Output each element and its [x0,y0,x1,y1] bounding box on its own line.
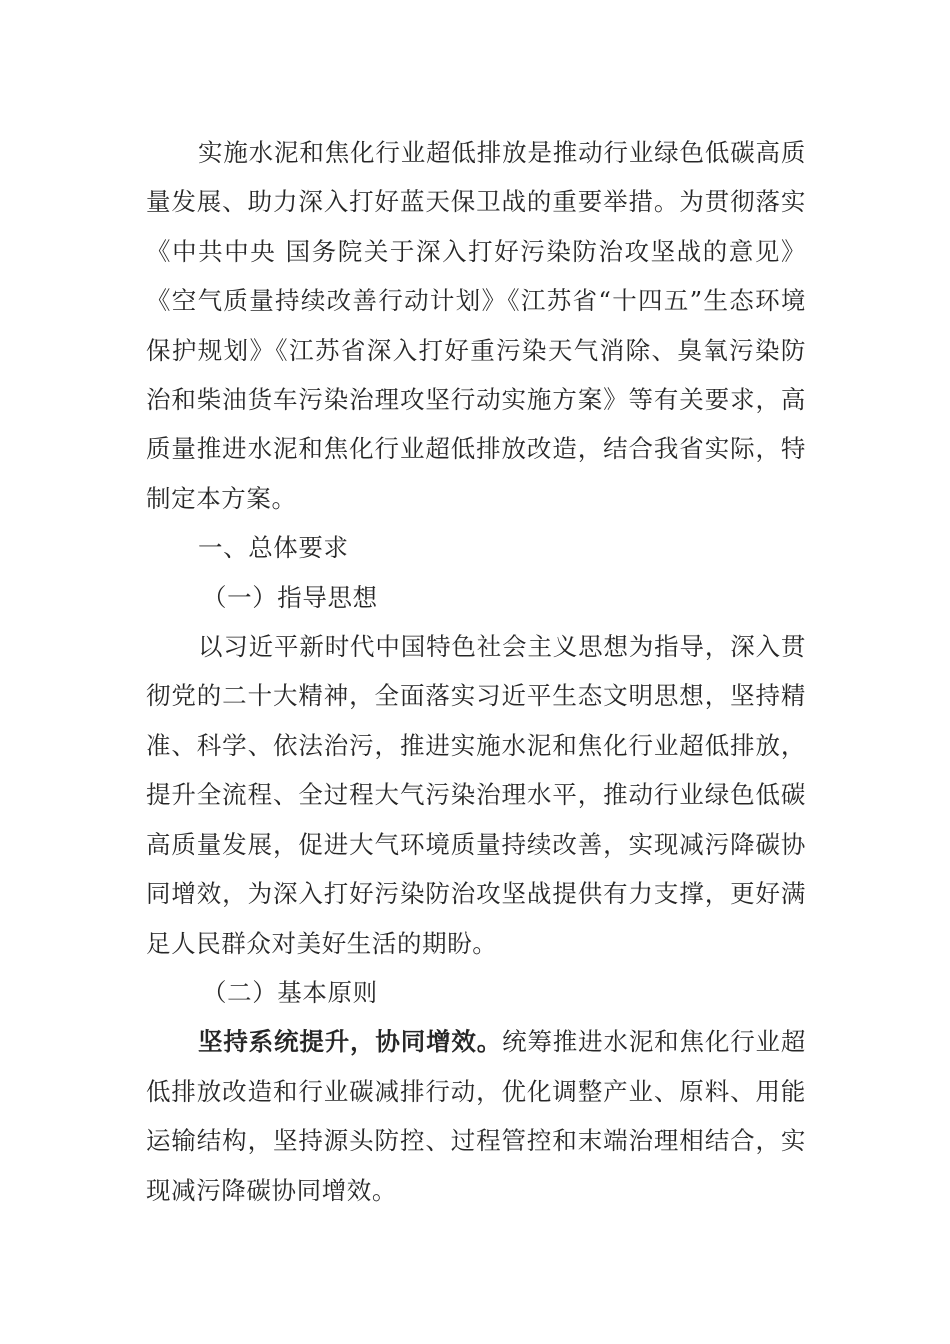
guiding-ideology-paragraph: 以习近平新时代中国特色社会主义思想为指导，深入贯彻党的二十大精神，全面落实习近平生态文明思想，坚持精准、科学、依法治污，推进实施水泥和焦化行业超低排放，提升全流程、全过程大气污染治理水平，推动行业绿色低碳高质量发展，促进大气环境质量持续改善，实现减污降碳协同增效，为深入打好污染防治攻坚战提供有力支撑，更好满足人民群众对美好生活的期盼。 [146,632,806,958]
subsection-heading-guiding-ideology: （一）指导思想 [202,582,378,612]
principle-lead: 坚持系统提升，协同增效。 [198,1027,503,1057]
principle-body: 统筹推进水泥和焦化行业超低排放改造和行业碳减排行动，优化调整产业、原料、用能运输结构，坚持源头防控、过程管控和末端治理相结合，实现减污降碳协同增效。 [146,1027,806,1205]
principle-paragraph [146,1017,806,1215]
subsection-heading-basic-principles: （二）基本原则 [202,977,378,1007]
intro-paragraph: 实施水泥和焦化行业超低排放是推动行业绿色低碳高质量发展、助力深入打好蓝天保卫战的重要举措。为贯彻落实《中共中央 国务院关于深入打好污染防治攻坚战的意见》《空气质量持续改善行动计划》《江苏省“十四五”生态环境保护规划》《江苏省深入打好重污染天气消除、臭氧污染防治和柴油货车污染治理攻坚行动实施方案》等有关要求，高质量推进水泥和焦化行业超低排放改造，结合我省实际，特制定本方案。 [146,138,806,513]
section-heading-overall-requirements: 一、总体要求 [198,533,349,563]
document-page [146,128,806,1215]
